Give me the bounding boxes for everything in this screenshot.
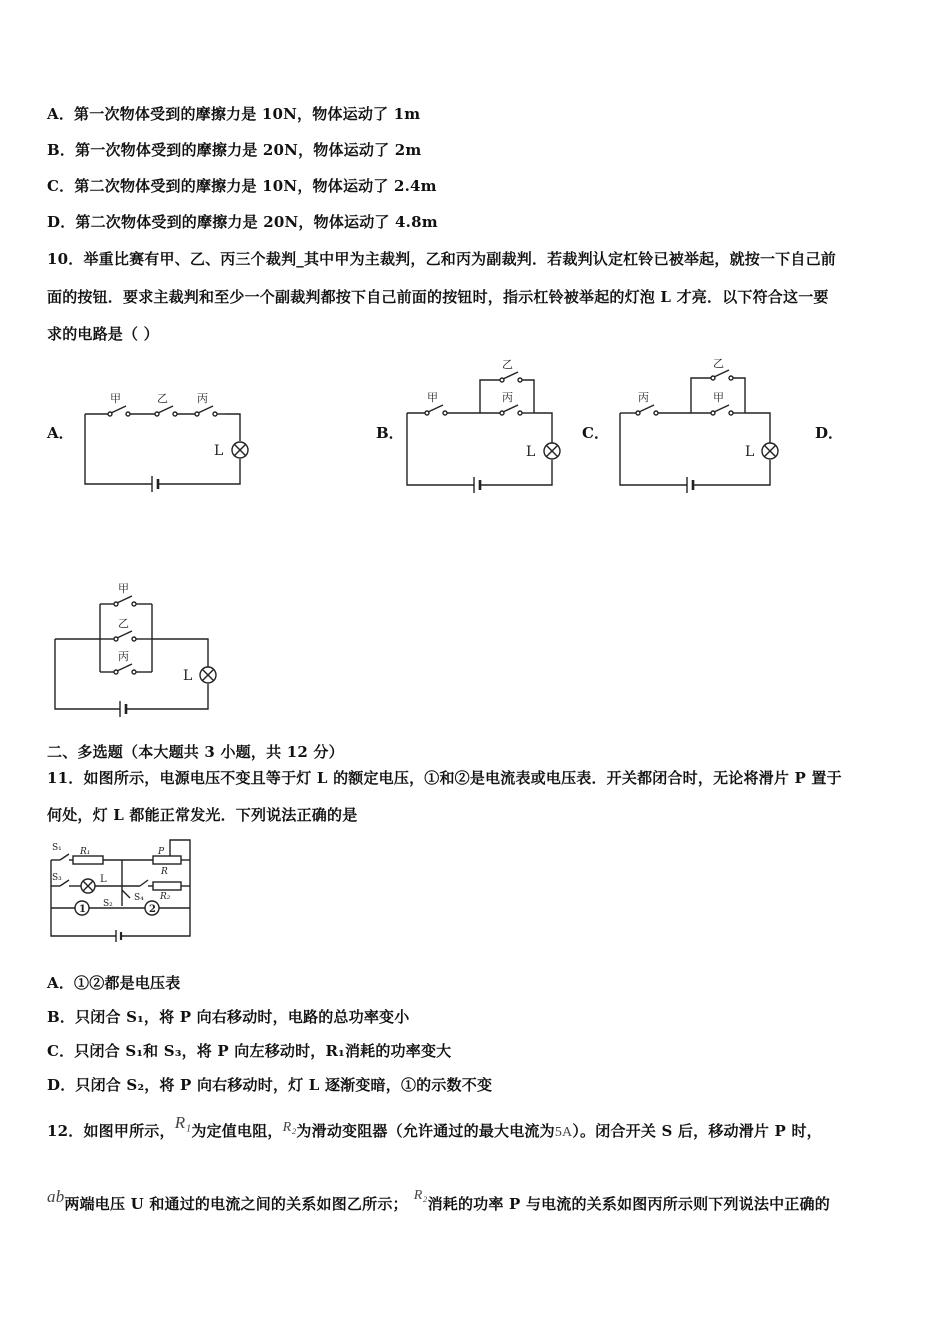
q12-ab-math: ab [47,1187,65,1206]
circuit-b-diagram [402,358,582,493]
q9-option-b: B．第一次物体受到的摩擦力是 20N，物体运动了 2m [47,141,422,159]
circuit-c-lamp-label: L [745,444,755,460]
q12-text-close-switch: ）。闭合开关 S 后，移动滑片 P 时， [572,1122,822,1140]
q10-label-c: C． [582,424,609,442]
q12-text-ab-voltage: 两端电压 U 和通过的电流之间的关系如图乙所示； [64,1195,408,1213]
q12-r1-math: R₁ [174,1113,192,1132]
q10-label-b: B． [376,424,404,442]
q12-r2-math: R₂ [282,1120,297,1135]
q11-r-label: R [161,867,168,877]
q11-s4-label: S₄ [134,893,144,903]
circuit-d-lamp-label: L [183,668,193,684]
section-2-title: 二、多选题（本大题共 3 小题，共 12 分） [47,743,344,761]
q11-s3-label: S₃ [52,873,62,883]
q10-line-2: 面的按钮．要求主裁判和至少一个副裁判都按下自己前面的按钮时，指示杠铃被举起的灯泡 L 才亮．以下符合这一要 [47,288,829,306]
q9-option-a: A．第一次物体受到的摩擦力是 10N，物体运动了 1m [47,105,421,123]
q11-meter-1-label: 1 [79,904,86,915]
q11-s2-label: S₂ [103,899,113,909]
circuit-a-yi-label: 乙 [157,392,168,405]
q9-option-d: D．第二次物体受到的摩擦力是 20N，物体运动了 4.8m [47,213,438,231]
q11-l-label: L [100,874,107,885]
q11-meter-2-label: 2 [149,904,156,915]
q11-s1-label: S₁ [52,843,62,853]
circuit-c-jia-label: 甲 [713,391,724,404]
q11-option-a: A．①②都是电压表 [47,974,181,992]
q12-current-math: 5A [554,1125,573,1140]
q11-r1-label: R₁ [80,847,91,857]
q12-r2-math-b: R₂ [413,1188,428,1203]
q11-line-1: 11．如图所示，电源电压不变且等于灯 L 的额定电压，①和②是电流表或电压表．开关都闭合时，无论将滑片 P 置于 [47,769,842,787]
q12-line-2 [47,1187,830,1214]
circuit-d-bing-label: 丙 [118,650,129,663]
circuit-d-jia-label: 甲 [118,582,129,595]
circuit-c-diagram [615,358,800,493]
q12-line-1 [47,1113,822,1141]
q11-option-d: D．只闭合 S₂，将 P 向右移动时，灯 L 逐渐变暗，①的示数不变 [47,1076,493,1094]
circuit-a-lamp-label: L [214,443,224,459]
circuit-b-bing-label: 丙 [502,391,513,404]
circuit-b-yi-label: 乙 [502,358,513,371]
circuit-b-jia-label: 甲 [427,391,438,404]
q12-text-rheostat: 为滑动变阻器（允许通过的最大电流为 [296,1122,555,1140]
circuit-d-yi-label: 乙 [118,617,129,630]
q11-r2-label: R₂ [160,892,171,902]
q9-option-c: C．第二次物体受到的摩擦力是 10N，物体运动了 2.4m [47,177,437,195]
q10-label-a: A． [47,424,74,442]
circuit-a-bing-label: 丙 [197,392,208,405]
q11-line-2: 何处，灯 L 都能正常发光．下列说法正确的是 [47,806,358,824]
q10-line-1: 10．举重比赛有甲、乙、丙三个裁判_其中甲为主裁判，乙和丙为副裁判．若裁判认定杠铃已被举起，就按一下自己前 [47,250,836,268]
q10-line-3: 求的电路是（ ） [47,325,159,343]
q11-circuit-diagram [48,838,198,943]
circuit-c-bing-label: 丙 [638,391,649,404]
circuit-a-jia-label: 甲 [110,392,121,405]
circuit-b-lamp-label: L [526,444,536,460]
circuit-a-diagram [80,392,255,492]
circuit-d-diagram [50,582,225,717]
circuit-c-yi-label: 乙 [713,357,724,370]
q10-label-d: D． [815,424,844,442]
q11-option-b: B．只闭合 S₁，将 P 向右移动时，电路的总功率变小 [47,1008,410,1026]
q11-option-c: C．只闭合 S₁和 S₃，将 P 向左移动时，R₁消耗的功率变大 [47,1042,452,1060]
q12-text-power: 消耗的功率 P 与电流的关系如图丙所示则下列说法中正确的 [427,1195,830,1213]
q12-intro-text: 12．如图甲所示， [47,1122,175,1140]
q11-p-label: P [158,847,165,857]
q12-text-fixed-resistor: 为定值电阻， [191,1122,283,1140]
